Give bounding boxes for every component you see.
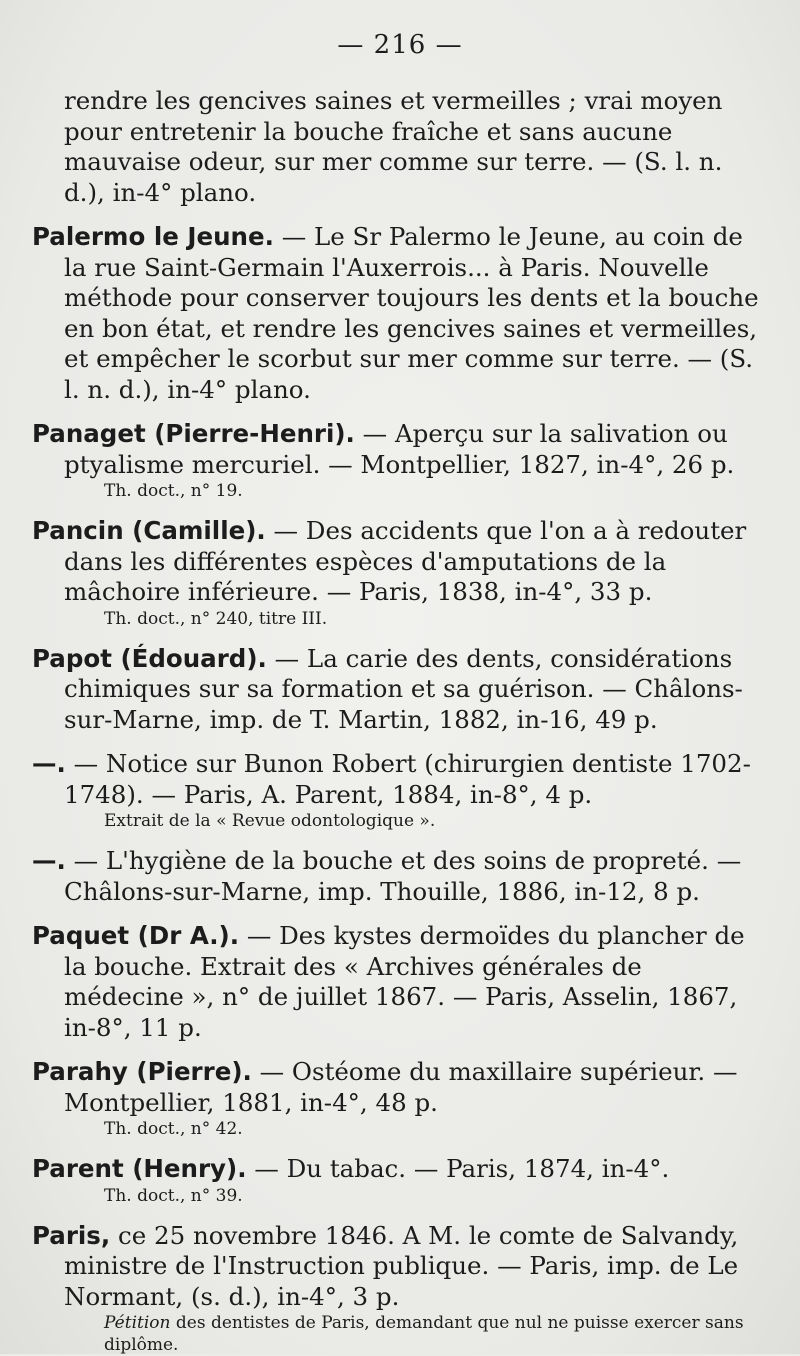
entry-text: — Le Sr Palermo le Jeune, au coin de la rue Saint-Germain l'Auxerrois... à Paris. Nouvelle méthode pour conserver toujours les dents et la bouche en bon état, et rendre les gencives saines et vermeilles, et empêcher le scorbut sur mer comme sur terre. — (S. l. n. d.), in-4° plano. bbox=[64, 222, 759, 404]
entry-text: rendre les gencives saines et vermeilles ; vrai moyen pour entretenir la bouche fraîche et sans aucune mauvaise odeur, sur mer comme sur terre. — (S. l. n. d.), in-4° plano. bbox=[32, 86, 762, 208]
entry-palermo bbox=[32, 222, 762, 405]
entry-note: Th. doct., n° 19. bbox=[32, 480, 762, 502]
entry-author: Palermo le Jeune. bbox=[32, 222, 274, 251]
entry-papot-notice bbox=[32, 749, 762, 832]
entry-note-italic: Pétition bbox=[104, 1313, 170, 1333]
entry-note: Th. doct., n° 39. bbox=[32, 1185, 762, 1207]
page-number: — 216 — bbox=[0, 30, 800, 60]
entry-note: Th. doct., n° 42. bbox=[32, 1118, 762, 1140]
entry-author: Papot (Édouard). bbox=[32, 644, 267, 673]
entry-author: Pancin (Camille). bbox=[32, 516, 266, 545]
entry-papot-hygiene bbox=[32, 846, 762, 907]
entry-papot bbox=[32, 644, 762, 736]
entry-note: Th. doct., n° 240, titre III. bbox=[32, 608, 762, 630]
entry-paris bbox=[32, 1221, 762, 1356]
entry-text: — L'hygiène de la bouche et des soins de propreté. — Châlons-sur-Marne, imp. Thouille, 1886, in-12, 8 p. bbox=[64, 846, 741, 906]
entry-text: — Des accidents que l'on a à redouter dans les différentes espèces d'amputations de la mâchoire inférieure. — Paris, 1838, in-4°, 33 p. bbox=[64, 516, 746, 606]
entry-text: — Notice sur Bunon Robert (chirurgien dentiste 1702-1748). — Paris, A. Parent, 1884, in-8°, 4 p. bbox=[64, 749, 751, 809]
entry-parahy bbox=[32, 1057, 762, 1140]
entry-panaget bbox=[32, 419, 762, 502]
entry-author: Parent (Henry). bbox=[32, 1154, 247, 1183]
entry-text: ce 25 novembre 1846. A M. le comte de Salvandy, ministre de l'Instruction publique. — Paris, imp. de Le Normant, (s. d.), in-4°, 3 p. bbox=[64, 1221, 738, 1311]
entry-text: — Aperçu sur la salivation ou ptyalisme mercuriel. — Montpellier, 1827, in-4°, 26 p. bbox=[64, 419, 734, 479]
entry-author: Panaget (Pierre-Henri). bbox=[32, 419, 355, 448]
entry-paquet bbox=[32, 921, 762, 1043]
entry-note: des dentistes de Paris, demandant que nul ne puisse exercer sans diplôme. bbox=[104, 1313, 744, 1355]
bibliography-list bbox=[32, 86, 762, 1356]
entry-parent bbox=[32, 1154, 762, 1207]
entry-author: Paris, bbox=[32, 1221, 110, 1250]
entry-author: —. bbox=[32, 749, 66, 778]
entry-text: — Du tabac. — Paris, 1874, in-4°. bbox=[247, 1154, 670, 1183]
entry-text: — Ostéome du maxillaire supérieur. — Montpellier, 1881, in-4°, 48 p. bbox=[64, 1057, 738, 1117]
entry-continuation bbox=[32, 86, 762, 208]
entry-text: — La carie des dents, considérations chimiques sur sa formation et sa guérison. — Châlons-sur-Marne, imp. de T. Martin, 1882, in-16, 49 p. bbox=[64, 644, 743, 734]
entry-author: —. bbox=[32, 846, 66, 875]
entry-pancin bbox=[32, 516, 762, 630]
entry-author: Paquet (Dr A.). bbox=[32, 921, 239, 950]
entry-author: Parahy (Pierre). bbox=[32, 1057, 252, 1086]
entry-note: Extrait de la « Revue odontologique ». bbox=[32, 810, 762, 832]
entry-text: — Des kystes dermoïdes du plancher de la bouche. Extrait des « Archives générales de médecine », n° de juillet 1867. — Paris, Asselin, 1867, in-8°, 11 p. bbox=[64, 921, 745, 1042]
